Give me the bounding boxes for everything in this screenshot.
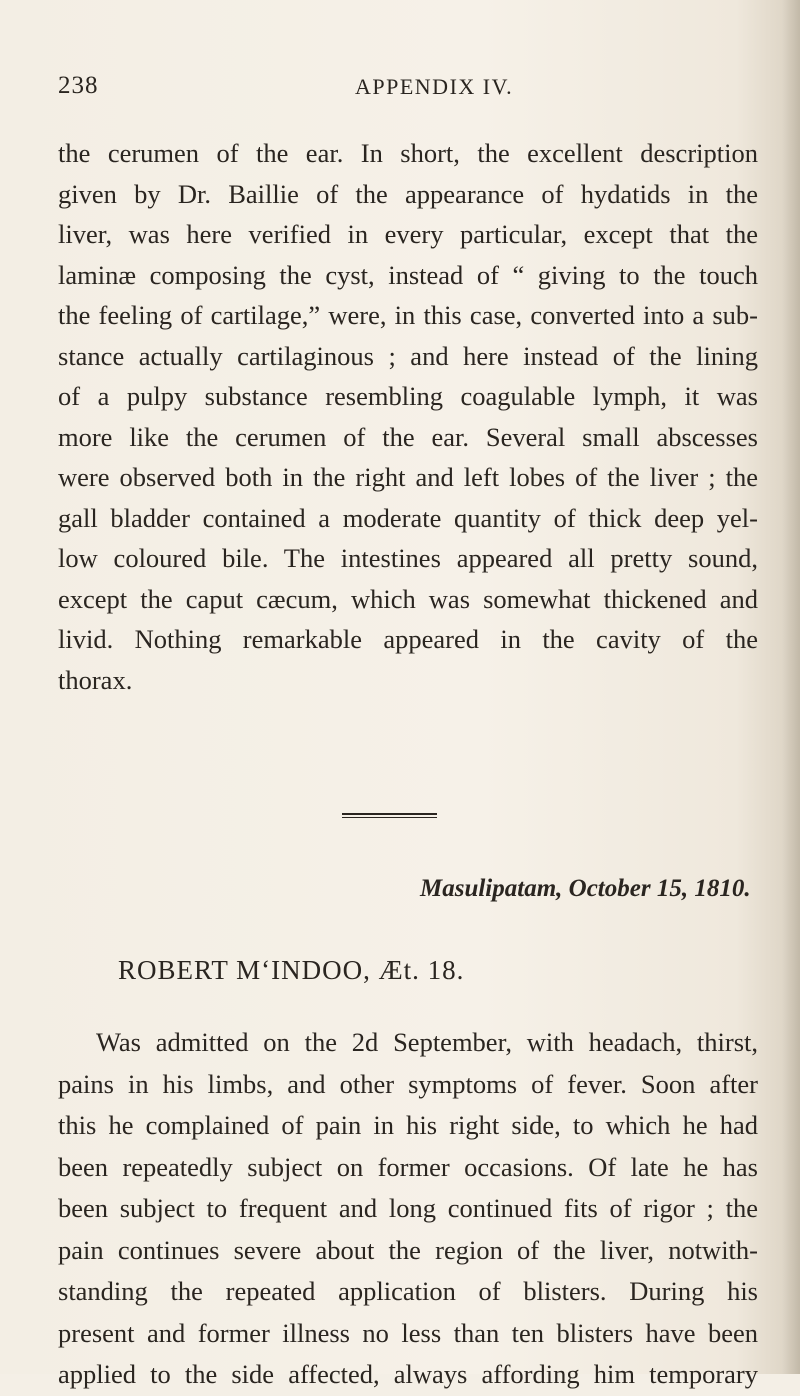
page-edge-shadow [782, 0, 800, 1374]
case-heading: ROBERT M‘INDOO, Æt. 18. [118, 955, 465, 985]
text-line: livid. Nothing remarkable appeared in the cavity of the [58, 624, 758, 654]
text-line: present and former illness no less than ten blisters have been [58, 1317, 758, 1348]
text-line: the feeling of cartilage,” were, in this case, converted into a sub- [58, 300, 758, 330]
text-line: Was admitted on the 2d September, with headach, thirst, [96, 1027, 758, 1057]
text-line: laminæ composing the cyst, instead of “ giving to the touch [58, 259, 758, 290]
text-line: of a pulpy substance resembling coagulable lymph, it was [58, 381, 758, 411]
text-line: stance actually cartilaginous ; and here instead of the lining [58, 340, 758, 371]
text-line: liver, was here verified in every particular, except that the [58, 219, 758, 249]
text-line: applied to the side affected, always affording him temporary [58, 1359, 758, 1389]
text-line: low coloured bile. The intestines appeared all pretty sound, [58, 543, 758, 573]
text-line: were observed both in the right and left lobes of the liver ; the [58, 462, 758, 492]
text-line: except the caput cæcum, which was somewhat thickened and [58, 583, 758, 614]
text-line: more like the cerumen of the ear. Several small abscesses [58, 421, 758, 452]
running-head: APPENDIX IV. [355, 74, 514, 99]
paragraph-autopsy [58, 133, 758, 700]
text-line: pains in his limbs, and other symptoms of fever. Soon after [58, 1068, 758, 1099]
page-number: 238 [58, 72, 99, 99]
text-line: been repeatedly subject on former occasions. Of late he has [58, 1151, 758, 1182]
text-line: the cerumen of the ear. In short, the excellent description [58, 138, 758, 168]
paragraph-case-history [58, 1022, 758, 1396]
section-divider-rule [342, 813, 437, 815]
text-line: standing the repeated application of blisters. During his [58, 1276, 758, 1306]
text-line: gall bladder contained a moderate quantity of thick deep yel- [58, 502, 758, 533]
text-line: pain continues severe about the region of the liver, notwith- [58, 1234, 758, 1265]
text-line: this he complained of pain in his right side, to which he had [58, 1110, 758, 1140]
text-line: thorax. [58, 664, 133, 695]
dateline: Masulipatam, October 15, 1810. [420, 875, 751, 902]
text-line: given by Dr. Baillie of the appearance of hydatids in the [58, 178, 758, 209]
text-line: been subject to frequent and long continued fits of rigor ; the [58, 1193, 758, 1223]
